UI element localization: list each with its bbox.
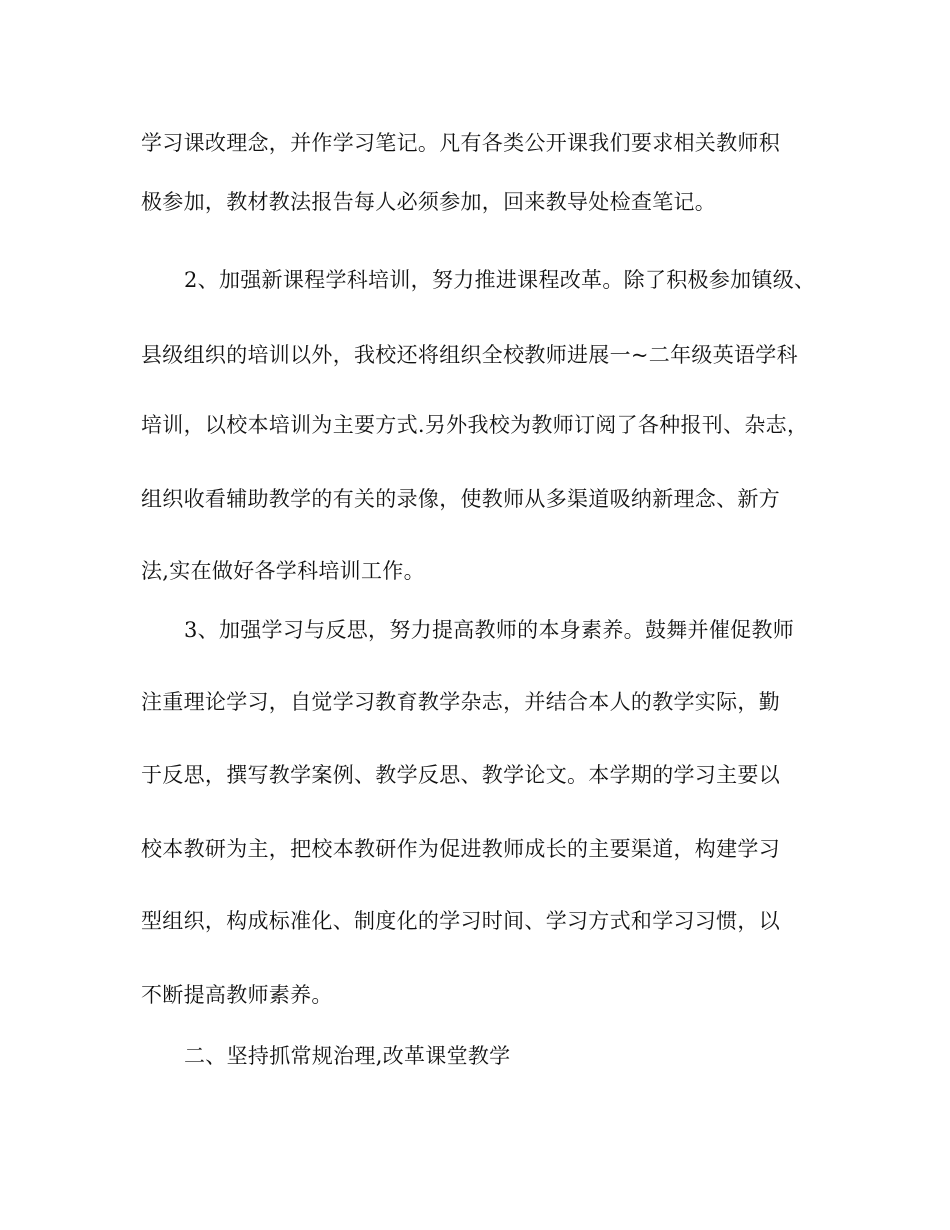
paragraph-3-line-2: 注重理论学习，自觉学习教育教学杂志，并结合本人的教学实际，勤 bbox=[141, 690, 780, 714]
paragraph-2-line-3: 培训，以校本培训为主要方式.另外我校为教师订阅了各种报刊、杂志， bbox=[141, 413, 809, 437]
paragraph-2-line-5: 法,实在做好各学科培训工作。 bbox=[141, 559, 425, 583]
paragraph-2-line-2: 县级组织的培训以外，我校还将组织全校教师进展一~二年级英语学科 bbox=[141, 343, 798, 367]
paragraph-3-line-5: 型组织，构成标准化、制度化的学习时间、学习方式和学习习惯，以 bbox=[141, 909, 780, 933]
section-heading: 二、坚持抓常规治理,改革课堂教学 bbox=[184, 1044, 511, 1068]
paragraph-3-line-4: 校本教研为主，把校本教研作为促进教师成长的主要渠道，构建学习 bbox=[141, 837, 780, 861]
paragraph-3-line-6: 不断提高教师素养。 bbox=[141, 983, 333, 1007]
paragraph-3-line-3: 于反思，撰写教学案例、教学反思、教学论文。本学期的学习主要以 bbox=[141, 763, 780, 787]
body-line-1: 学习课改理念，并作学习笔记。凡有各类公开课我们要求相关教师积 bbox=[141, 131, 780, 155]
paragraph-2-line-1: 2、加强新课程学科培训，努力推进课程改革。除了积极参加镇级、 bbox=[184, 268, 816, 292]
paragraph-3-line-1: 3、加强学习与反思，努力提高教师的本身素养。鼓舞并催促教师 bbox=[184, 618, 795, 642]
paragraph-2-line-4: 组织收看辅助教学的有关的录像，使教师从多渠道吸纳新理念、新方 bbox=[141, 487, 780, 511]
body-line-2: 极参加，教材教法报告每人必须参加，回来教导处检查笔记。 bbox=[141, 190, 717, 214]
